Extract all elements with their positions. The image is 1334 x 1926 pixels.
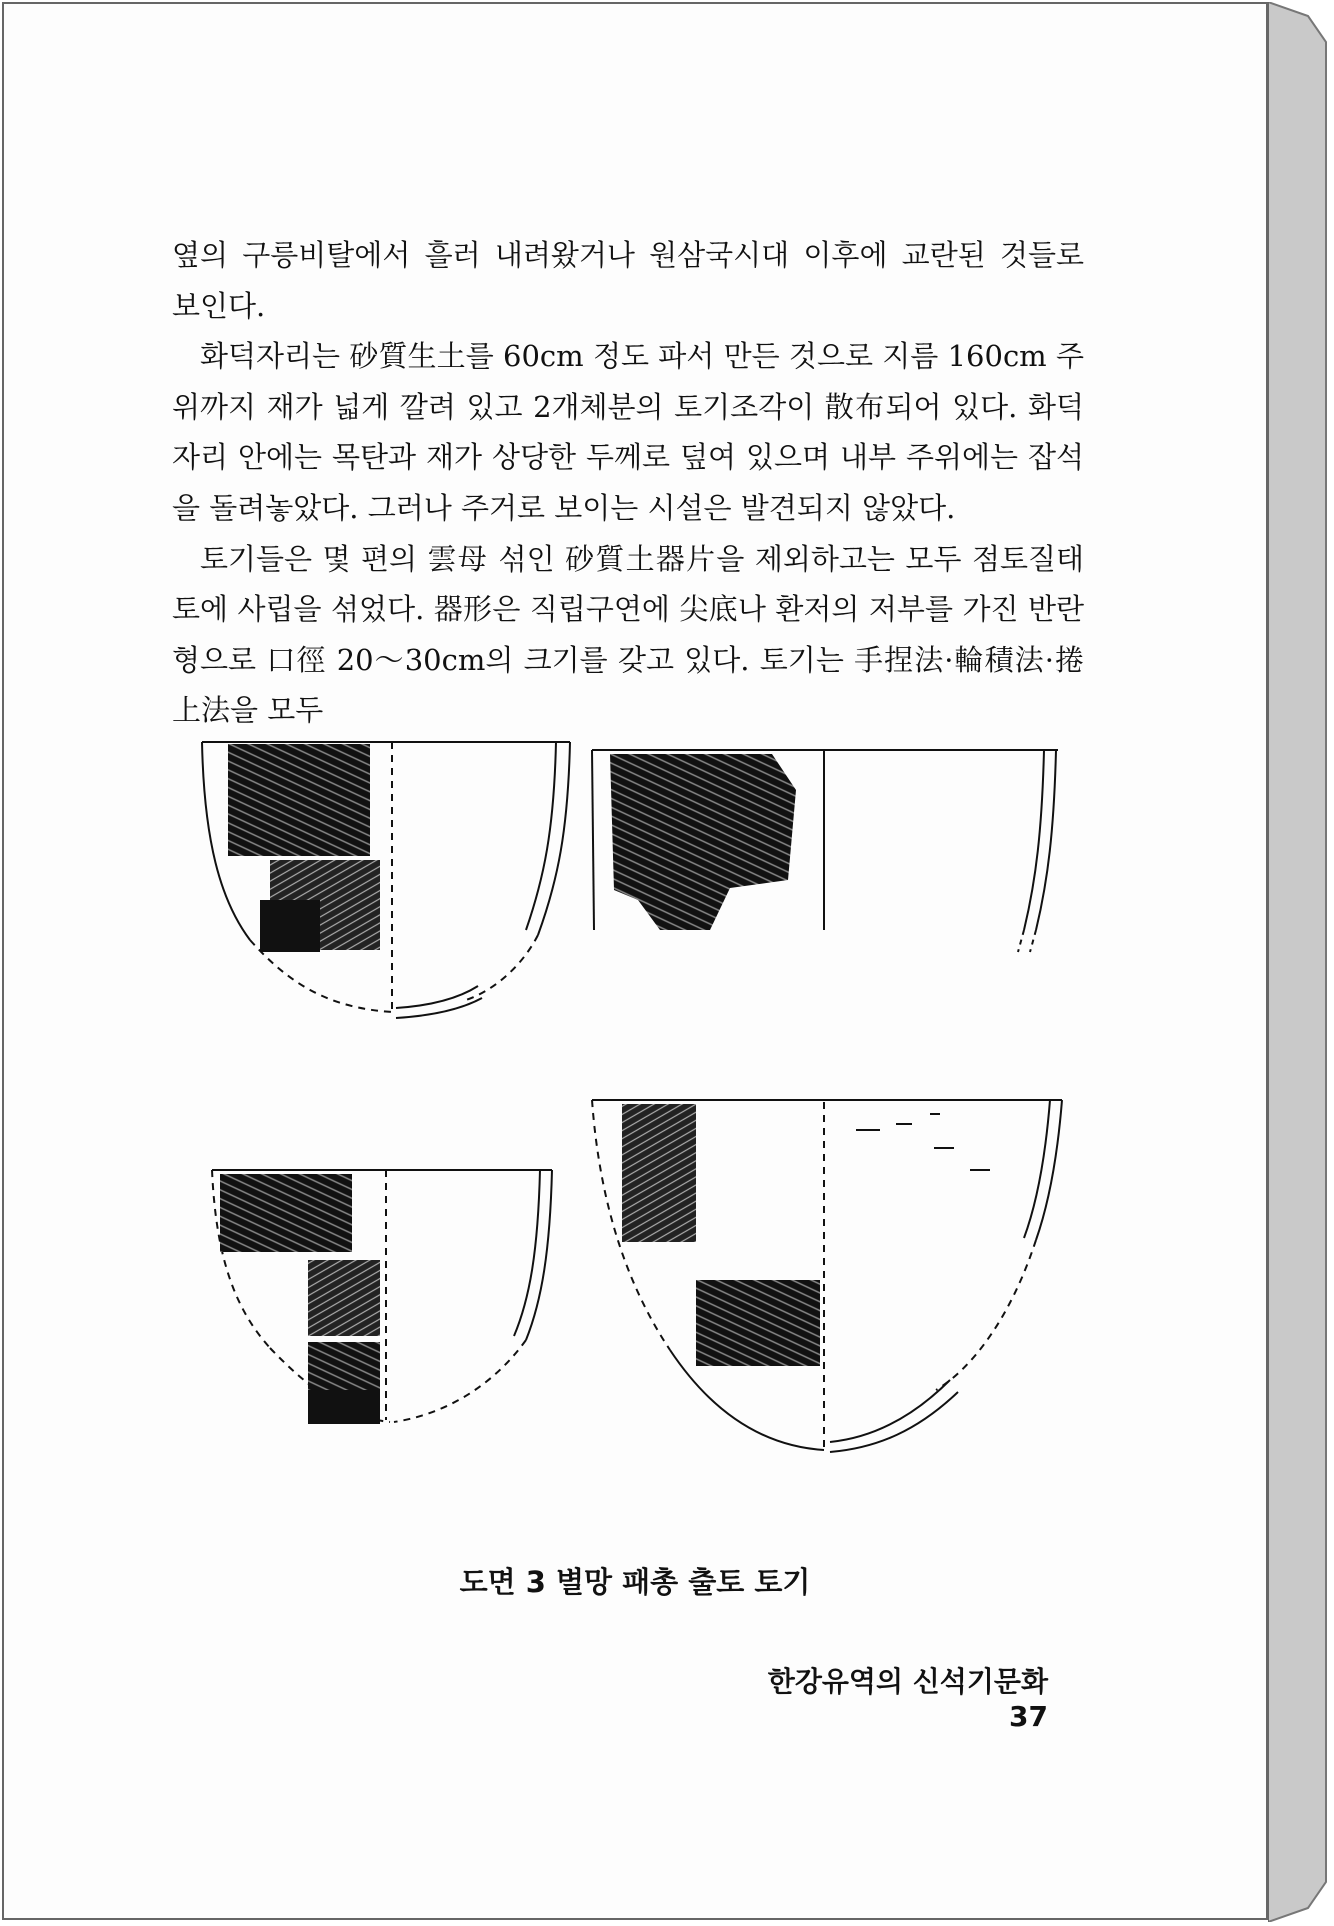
running-title: 한강유역의 신석기문화 [767,1665,1048,1698]
paragraph-2: 화덕자리는 砂質生土를 60cm 정도 파서 만든 것으로 지름 160cm 주위까지 재가 넓게 깔려 있고 2개체분의 토기조각이 散布되어 있다. 화덕자리 안에는 목탄과 재가 상당한 두께로 덮여 있으며 내부 주위에는 잡석을 돌려놓았다. 그러나 주거로 보이는 시설은 발견되지 않았다. [172,339,1084,525]
paragraph-1: 옆의 구릉비탈에서 흘러 내려왔거나 원삼국시대 이후에 교란된 것들로 보인다. [172,238,1084,323]
paragraph-3: 토기들은 몇 편의 雲母 섞인 砂質土器片을 제외하고는 모두 점토질태토에 사립을 섞었다. 器形은 직립구연에 尖底나 환저의 저부를 가진 반란형으로 口徑 20～30cm의 크기를 갖고 있다. 토기는 手捏法·輪積法·捲上法을 모두 [172,541,1084,728]
vessel-4-drawing [592,1100,1062,1452]
figure-caption: 도면 3 별망 패총 출토 토기 [459,1565,811,1599]
vessel-1-drawing [202,742,570,1018]
page-footer [714,1660,1048,1733]
vessel-2-drawing [592,750,1058,952]
body-text [172,230,1084,736]
page-number: 37 [1009,1700,1048,1733]
page-edge-shadow [1268,2,1330,1922]
vessel-3-drawing [212,1170,552,1424]
pottery-drawings-figure [190,730,1070,1540]
